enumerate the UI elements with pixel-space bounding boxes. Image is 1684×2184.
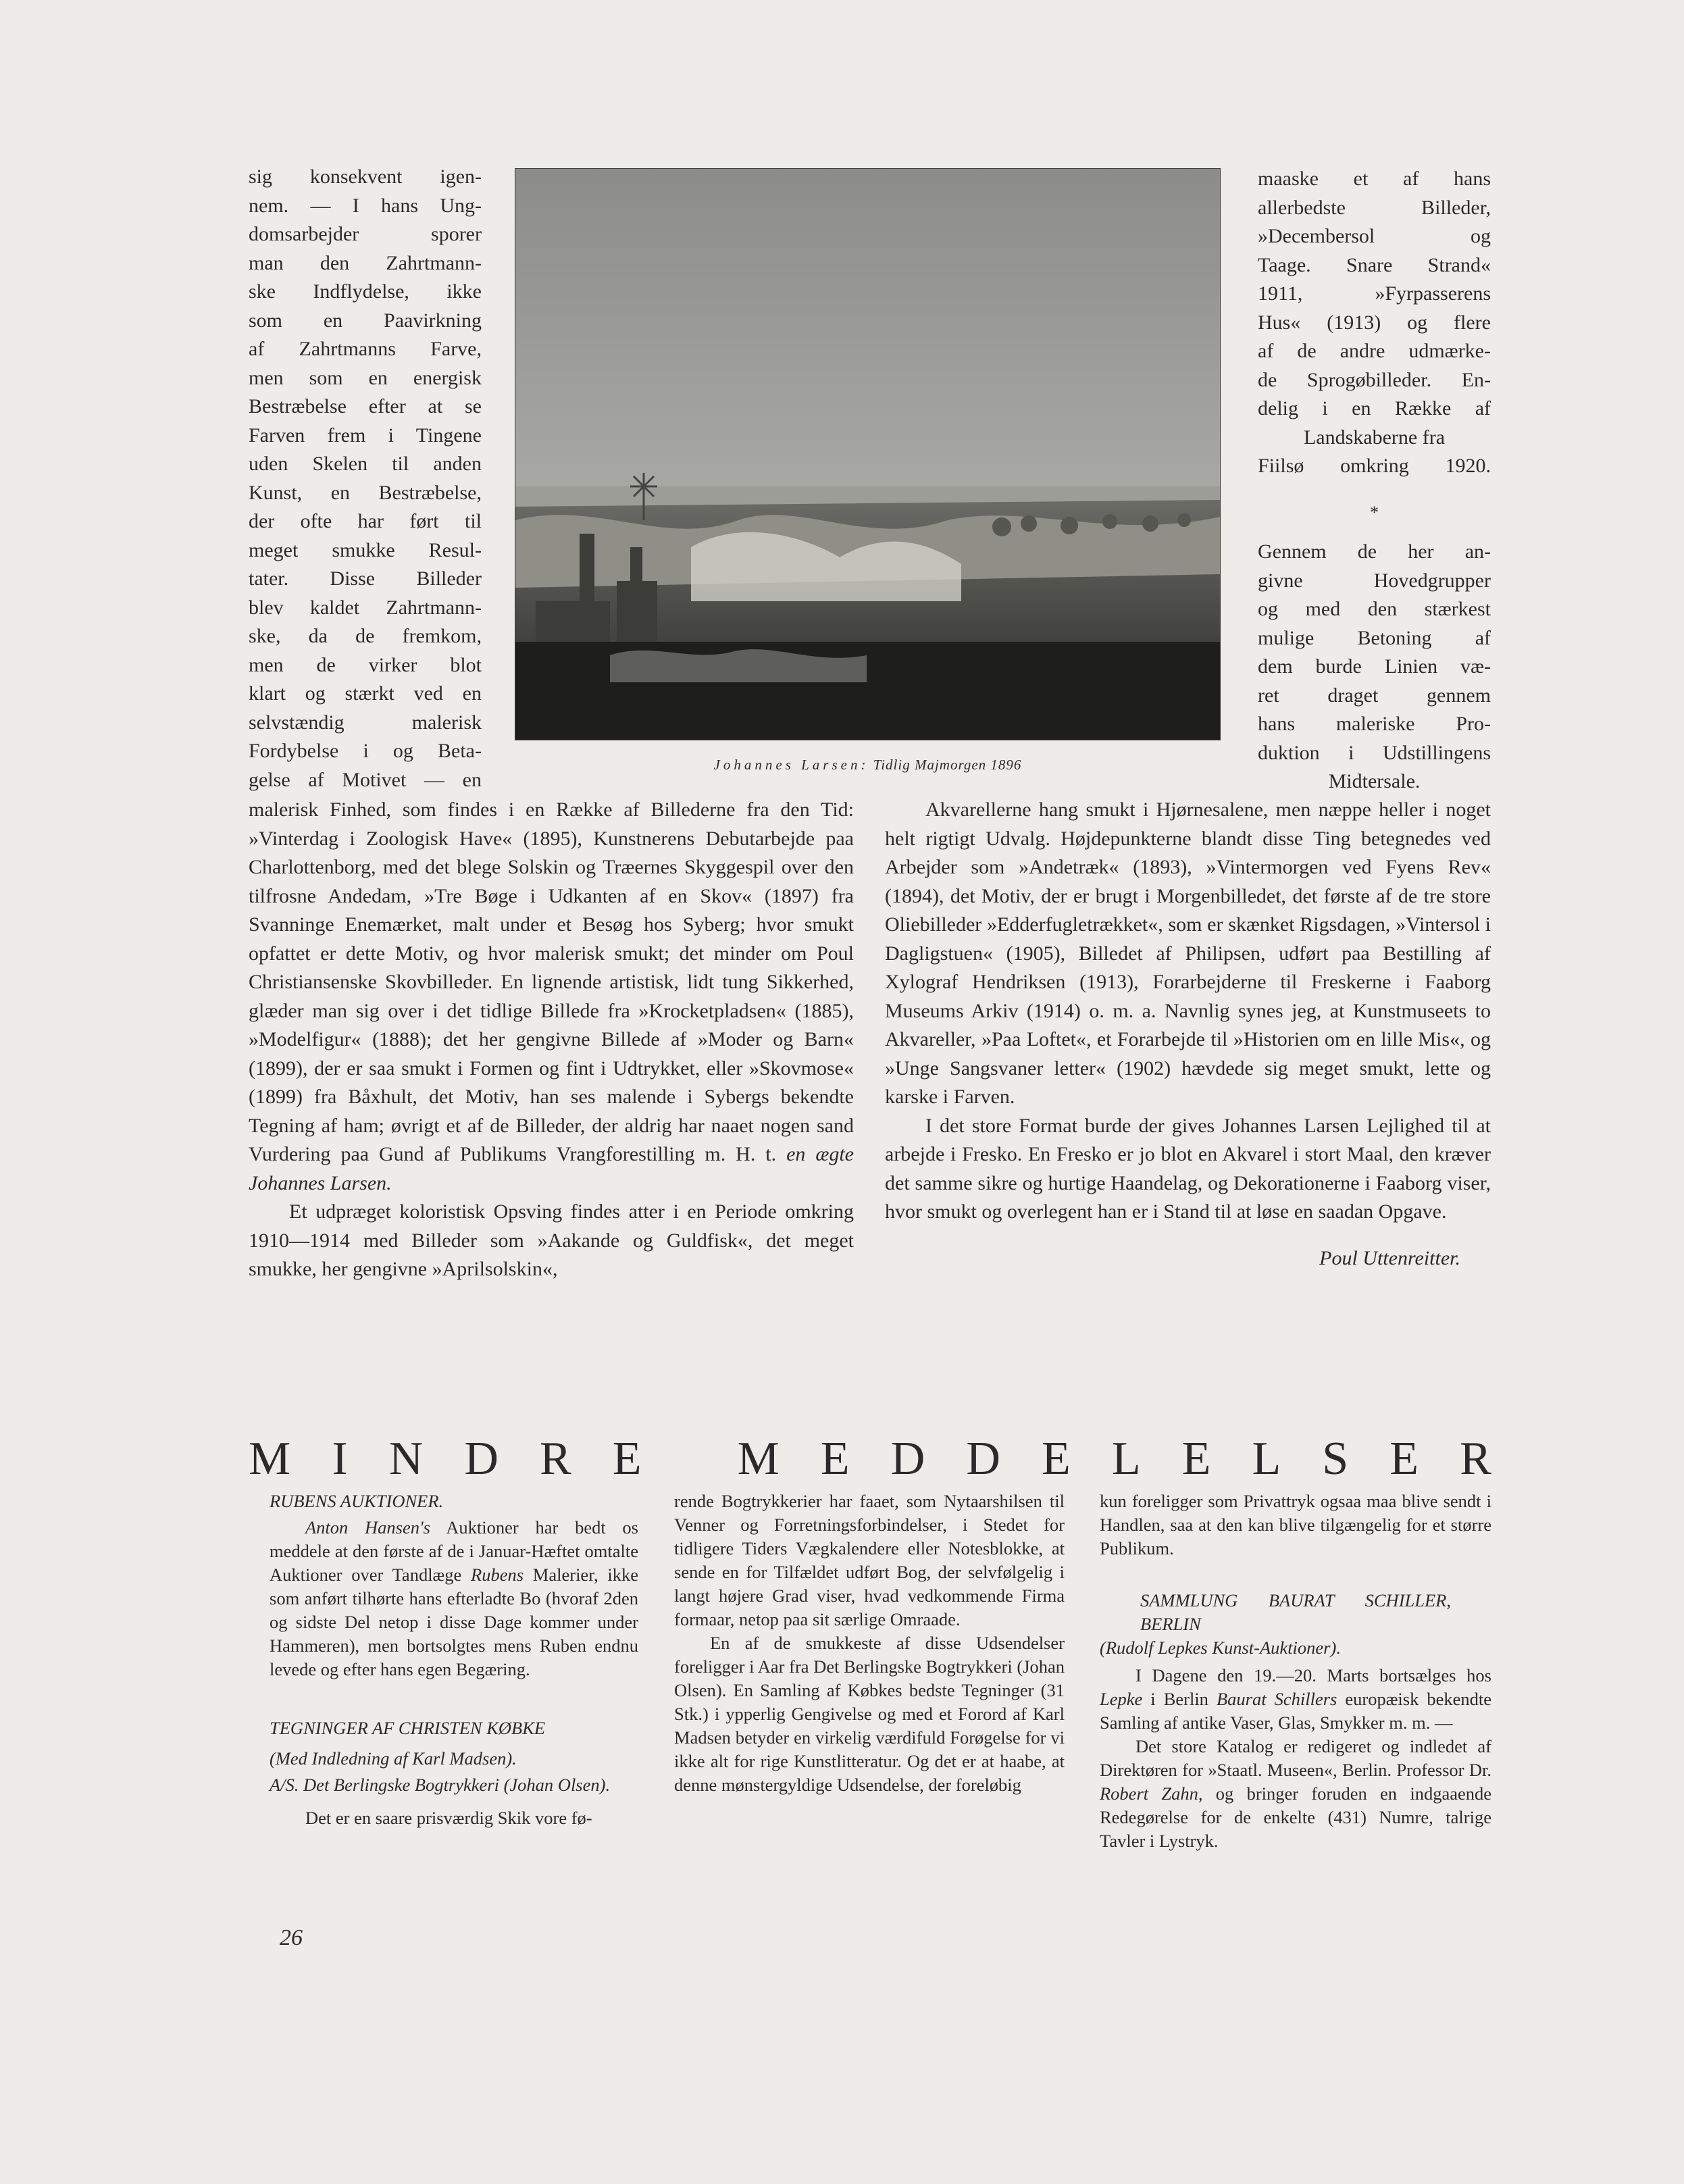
- title-letter: L: [1111, 1433, 1141, 1485]
- text-line: »Decembersol og: [1258, 225, 1491, 247]
- text-line: Fordybelse i og Beta-: [249, 740, 482, 762]
- text-line: maaske et af hans: [1258, 168, 1491, 190]
- text-line: man den Zahrtmann-: [249, 251, 482, 274]
- title-letter: R: [1460, 1433, 1491, 1485]
- news-schiller-subtitle: (Rudolf Lepkes Kunst-Auktioner).: [1100, 1637, 1341, 1658]
- text-line: tater. Disse Billeder: [249, 567, 482, 590]
- text-line: klart og stærkt ved en: [249, 682, 482, 705]
- right-narrow-column-bottom: [1258, 538, 1491, 796]
- text-line: domsarbejder sporer: [249, 223, 482, 245]
- text-line: og med den stærkest: [1258, 598, 1491, 620]
- landscape-photo-image: [515, 169, 1220, 740]
- text-line: men som en energisk: [249, 366, 482, 389]
- text-line: dem burde Linien væ-: [1258, 655, 1491, 678]
- news-kobke-publisher: A/S. Det Berlingske Bogtrykkeri (Johan Olsen).: [270, 1775, 611, 1795]
- left-body-column: [249, 796, 854, 1284]
- news-kobke-paragraph-cont: rende Bogtrykkerier har faaet, som Nytaarshilsen til Venner og Forretningsforbindelser, i Stedet for tidligere Tiders Vægkalendere eller Notesblokke, at sende en for Tilfældet udført Bog, der selvfølgelig i langt højere Grad viser, hvad vedkommende Firma formaar, netop paa sit særlige Omraade.: [674, 1491, 1065, 1629]
- text-line: uden Skelen til anden: [249, 453, 482, 475]
- text-line: delig i en Række af: [1258, 397, 1491, 420]
- title-letter: E: [820, 1433, 850, 1485]
- text-line: Midtersale.: [1328, 770, 1421, 792]
- title-letter: E: [612, 1433, 642, 1485]
- photo-caption: [515, 757, 1220, 773]
- news-kobke-paragraph-2: En af de smukkeste af disse Udsendelser foreligger i Aar fra Det Berlingske Bogtrykkeri (Johan Olsen). En Samling af Købkes bedste Tegninger (31 Stk.) i ypperlig Gengivelse og med et Forord af Karl Madsen betyder en virkelig værdifuld Forøgelse for vi ikke alt for rige Kunstlitteratur. Og det er at haabe, at denne mønstergyldige Udsendelse, der foreløbig: [674, 1633, 1065, 1795]
- text-line: Farven frem i Tingene: [249, 424, 482, 447]
- caption-artist: Johannes Larsen:: [713, 757, 869, 773]
- title-letter: D: [890, 1433, 925, 1485]
- news-kobke-paragraph-start: Det er en saare prisværdig Skik vore fø-: [305, 1808, 592, 1828]
- text-line: som en Paavirkning: [249, 309, 482, 332]
- news-schiller-paragraph-2: Det store Katalog er redigeret og indledet af Direktøren for »Staatl. Museen«, Berlin. Professor Dr. Robert Zahn, og bringer foruden en indgaaende Redegørelse for de enkelte (431) Numre, talrige Tavler i Lystryk.: [1100, 1736, 1491, 1851]
- news-kobke-subtitle: (Med Indledning af Karl Madsen).: [270, 1748, 517, 1769]
- right-narrow-column-top: [1258, 165, 1491, 481]
- text-line: Fiilsø omkring 1920.: [1258, 455, 1491, 477]
- text-line: af de andre udmærke-: [1258, 340, 1491, 362]
- text-line: Landskaberne fra: [1303, 426, 1446, 449]
- right-paragraph-1: Akvarellerne hang smukt i Hjørnesalene, men næppe heller i noget helt rigtigt Udvalg. Højdepunkterne blandt disse Ting betegnedes ved Arbejder som »Andetræk« (1893), »Vintermorgen ved Fyens Rev« (1894), det Motiv, der er brugt i Morgenbilledet, det første af de tre store Oliebilleder »Edderfugletrækket«, som er skænket Rigsdagen, »Vintersol i Dagligstuen« (1905), Billedet af Philipsen, udført paa Bestilling af Xylograf Hendriksen (1913), Forarbejderne til Freskerne i Faaborg Museums Arkiv (1914) o. m. a. Navnlig synes jeg, at Kunstmuseets to Akvareller, »Paa Loftet«, et Forarbejde til »Historien om en lille Mis«, og »Unge Sangsvaner letter« (1902) hævdede sig meget smukt, lette og karske i Farven.: [885, 798, 1491, 1108]
- text-line: der ofte har ført til: [249, 510, 482, 532]
- page-number: 26: [280, 1925, 303, 1950]
- text-line: sig konsekvent igen-: [249, 166, 482, 188]
- text-line: 1911, »Fyrpasserens: [1258, 282, 1491, 305]
- caption-title: Tidlig Majmorgen 1896: [873, 757, 1022, 773]
- news-schiller-paragraph-1: I Dagene den 19.—20. Marts bortsælges hos Lepke i Berlin Baurat Schillers europæisk bekendte Samling af antike Vaser, Glas, Smykker m. m. —: [1100, 1665, 1491, 1733]
- signature: Poul Uttenreitter.: [1319, 1246, 1460, 1269]
- title-letter: E: [1181, 1433, 1211, 1485]
- title-letter: D: [966, 1433, 1000, 1485]
- title-letter: I: [332, 1433, 348, 1485]
- painting-reproduction: [515, 169, 1220, 740]
- text-line: men de virker blot: [249, 653, 482, 676]
- text-line: meget smukke Resul-: [249, 538, 482, 561]
- text-line: givne Hovedgrupper: [1258, 569, 1491, 592]
- text-line: allerbedste Billeder,: [1258, 196, 1491, 219]
- text-line: hans maleriske Pro-: [1258, 713, 1491, 735]
- text-line: duktion i Udstillingens: [1258, 741, 1491, 764]
- text-line: Kunst, en Bestræbelse,: [249, 481, 482, 504]
- title-letter: M: [249, 1433, 291, 1485]
- right-body-column: [885, 796, 1491, 1273]
- news-kobke-paragraph-end: kun foreligger som Privattryk ogsaa maa blive sendt i Handlen, saa at den kan blive tilgængelig for et større Publikum.: [1100, 1491, 1491, 1558]
- left-paragraph-2: Et udpræget koloristisk Opsving findes atter i en Periode omkring 1910—1914 med Billeder som »Aakande og Guldfisk«, det meget smukke, her gengivne »Aprilsolskin«,: [249, 1200, 854, 1280]
- left-paragraph-1-emphasis: en ægte Johannes Larsen.: [249, 1143, 854, 1194]
- text-line: ske Indflydelse, ikke: [249, 280, 482, 303]
- news-column-2: [674, 1490, 1065, 1797]
- section-asterisk: *: [1370, 503, 1379, 522]
- title-letter: M: [737, 1433, 780, 1485]
- text-line: Bestræbelse efter at se: [249, 395, 482, 417]
- left-paragraph-1: malerisk Finhed, som findes i en Række af Billederne fra den Tid: »Vinterdag i Zoologisk Have« (1895), Kunstnerens Debutarbejde paa Charlottenborg, med det blege Solskin og Træernes Skyggespil over den tilfrosne Andedam, »Tre Bøge i Udkanten af en Skov« (1897) fra Svanninge Enemærket, malt under et Besøg hos Syberg; hvor smukt opfattet er dette Motiv, og hvor malerisk smukt; det minder om Poul Christiansenske Skovbilleder. En lignende artistisk, lidt tung Sikkerhed, glæder man sig over i det tidlige Billede fra »Krocketpladsen« (1885), »Modelfigur« (1888); det her gengivne Billede af »Moder og Barn« (1899), der er saa smukt i Formen og fint i Udtrykket, eller »Skovmose« (1899) fra Båxhult, det Motiv, han ses malende i Sybergs bekendte Tegning af ham; øvrigt et af de Billeder, der aldrig har naaet nogen sand Vurdering paa Gund af Publikums Vrangforestilling m. H. t. en ægte Johannes Larsen.: [249, 798, 854, 1194]
- title-letter: L: [1252, 1433, 1281, 1485]
- title-letter: R: [539, 1433, 571, 1485]
- news-heading-rubens: RUBENS AUKTIONER.: [270, 1491, 444, 1511]
- title-letter: E: [1041, 1433, 1071, 1485]
- text-line: ske, da de fremkom,: [249, 625, 482, 647]
- news-heading-kobke: TEGNINGER AF CHRISTEN KØBKE: [270, 1718, 546, 1738]
- news-rubens-paragraph: Anton Hansen's Auktioner har bedt os meddele at den første af de i Januar-Hæftet omtalte Auktioner over Tandlæge Rubens Malerier, ikke som anført tilhørte hans efterladte Bo (hvoraf 2den og sidste Del netop i disse Dage kommer under Hammeren), men bortsolgtes mens Ruben endnu levede og efter hans egen Begæring.: [270, 1517, 638, 1679]
- text-line: blev kaldet Zahrtmann-: [249, 596, 482, 619]
- text-line: mulige Betoning af: [1258, 626, 1491, 649]
- left-narrow-column: [249, 163, 482, 794]
- text-line: Gennem de her an-: [1258, 540, 1491, 563]
- text-line: de Sprogøbilleder. En-: [1258, 368, 1491, 391]
- news-heading-schiller: SAMMLUNG BAURAT SCHILLER, BERLIN: [1140, 1590, 1451, 1634]
- title-letter: E: [1389, 1433, 1419, 1485]
- title-letter: S: [1322, 1433, 1349, 1485]
- title-letter: D: [464, 1433, 499, 1485]
- text-line: selvstændig malerisk: [249, 711, 482, 734]
- text-line: af Zahrtmanns Farve,: [249, 338, 482, 360]
- news-column-1: [270, 1490, 638, 1830]
- news-column-3: [1100, 1490, 1491, 1853]
- text-line: nem. — I hans Ung-: [249, 194, 482, 217]
- text-line: ret draget gennem: [1258, 684, 1491, 707]
- text-line: Hus« (1913) og flere: [1258, 311, 1491, 334]
- text-line: gelse af Motivet — en: [249, 768, 482, 791]
- title-letter: N: [388, 1433, 424, 1485]
- section-title-mindre-meddelelser: [249, 1432, 1491, 1486]
- text-line: Taage. Snare Strand«: [1258, 253, 1491, 276]
- right-paragraph-2: I det store Format burde der gives Johannes Larsen Lejlighed til at arbejde i Fresko. En Fresko er jo blot en Akvarel i stort Maal, den kræver det samme sikre og hurtige Haandelag, og Dekorationerne i Faaborg viser, hvor smukt og overlegent han er i Stand til at løse en saadan Opgave.: [885, 1114, 1491, 1223]
